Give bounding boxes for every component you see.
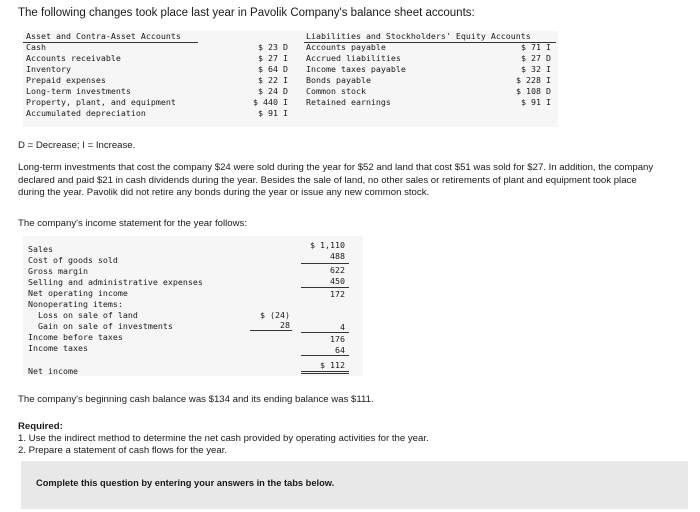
cash-balance-text: The company's beginning cash balance was $134 and its ending balance was $111. <box>18 394 374 405</box>
asset-value: $ 440 I <box>253 97 288 107</box>
asset-label: Inventory <box>26 64 71 74</box>
income-label: Income before taxes <box>28 332 123 342</box>
asset-label: Accumulated depreciation <box>26 108 146 118</box>
header-underline <box>23 42 198 43</box>
intro-text: The following changes took place last year in Pavolik Company's balance sheet accounts: <box>18 7 475 19</box>
balance-sheet-table <box>23 31 558 127</box>
asset-label: Prepaid expenses <box>26 75 106 85</box>
legend-text: D = Decrease; I = Increase. <box>18 140 136 151</box>
income-outer-value: 488 <box>330 251 345 261</box>
income-label: Loss on sale of land <box>38 310 138 320</box>
asset-value: $ 64 D <box>258 64 288 74</box>
answer-prompt: Complete this question by entering your answers in the tabs below. <box>36 478 335 488</box>
liability-value: $ 91 I <box>521 97 551 107</box>
required-item: 1. Use the indirect method to determine the net cash provided by operating activities for the year. <box>18 433 429 444</box>
transactions-paragraph: Long-term investments that cost the company $24 were sold during the year for $52 and land that cost $51 was sold for $27. In addition, the company declared and paid $21 in cash dividends during the year. Besides the sale of land, no other sales or retirements of plant and equipment took place during the year. Pavolik did not retire any bonds during the year or issue any new common stock. <box>18 162 654 198</box>
income-outer-value: 4 <box>340 322 345 332</box>
income-inner-value: $ (24) <box>260 310 290 320</box>
income-label: Gain on sale of investments <box>38 321 173 331</box>
asset-value: $ 23 D <box>258 42 288 52</box>
liability-value: $ 27 D <box>521 53 551 63</box>
required-heading: Required: <box>18 421 63 432</box>
liability-accounts-header: Liabilities and Stockholders' Equity Accounts <box>306 31 531 41</box>
income-outer-value: 622 <box>330 265 345 275</box>
income-label: Nonoperating items: <box>28 299 123 309</box>
liability-label: Common stock <box>306 86 366 96</box>
underline <box>301 332 349 333</box>
double-underline <box>301 373 349 374</box>
asset-value: $ 27 I <box>258 53 288 63</box>
income-label: Sales <box>28 244 53 254</box>
liability-value: $ 71 I <box>521 42 551 52</box>
double-underline <box>301 371 349 372</box>
income-label: Net income <box>28 366 78 376</box>
income-outer-value: 176 <box>330 334 345 344</box>
income-outer-value: $ 1,110 <box>310 240 345 250</box>
asset-label: Cash <box>26 42 46 52</box>
liability-value: $ 228 I <box>516 75 551 85</box>
asset-value: $ 91 I <box>258 108 288 118</box>
asset-label: Long-term investments <box>26 86 131 96</box>
asset-accounts-header: Asset and Contra-Asset Accounts <box>26 31 181 41</box>
asset-value: $ 22 I <box>258 75 288 85</box>
liability-label: Accounts payable <box>306 42 386 52</box>
asset-label: Property, plant, and equipment <box>26 97 176 107</box>
income-outer-value: 172 <box>330 289 345 299</box>
asset-label: Accounts receivable <box>26 53 121 63</box>
liability-label: Bonds payable <box>306 75 371 85</box>
income-label: Cost of goods sold <box>28 255 118 265</box>
income-label: Gross margin <box>28 266 88 276</box>
liability-label: Accrued liabilities <box>306 53 401 63</box>
income-outer-value: 450 <box>330 276 345 286</box>
required-item: 2. Prepare a statement of cash flows for the year. <box>18 445 228 456</box>
income-statement-intro: The company's income statement for the year follows: <box>18 218 247 229</box>
income-label: Net operating income <box>28 288 128 298</box>
income-label: Selling and administrative expenses <box>28 277 203 287</box>
underline <box>301 263 349 264</box>
income-inner-value: 28 <box>280 320 290 330</box>
underline <box>250 330 292 331</box>
income-statement <box>23 236 363 376</box>
underline <box>301 287 349 288</box>
liability-value: $ 108 D <box>516 86 551 96</box>
liability-label: Income taxes payable <box>306 64 406 74</box>
asset-value: $ 24 D <box>258 86 288 96</box>
underline <box>301 355 349 356</box>
income-label: Income taxes <box>28 343 88 353</box>
income-outer-value: 64 <box>335 345 345 355</box>
liability-value: $ 32 I <box>521 64 551 74</box>
income-outer-value: $ 112 <box>320 360 345 370</box>
liability-label: Retained earnings <box>306 97 391 107</box>
